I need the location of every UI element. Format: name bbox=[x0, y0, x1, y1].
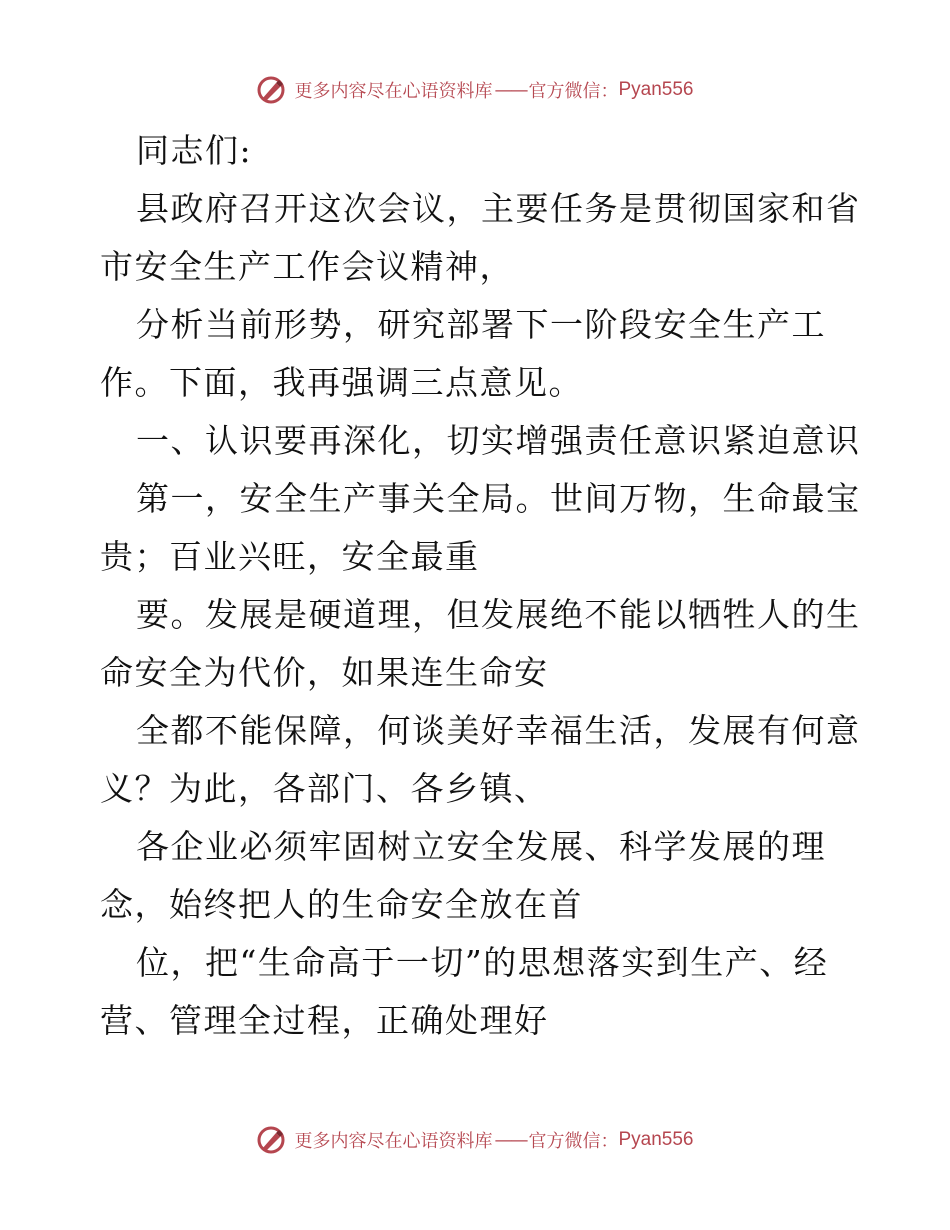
pen-logo-icon bbox=[256, 1125, 286, 1155]
text-line: 县政府召开这次会议，主要任务是贯彻国家和省 bbox=[136, 189, 861, 228]
text-line: 全都不能保障，何谈美好幸福生活，发展有何意 bbox=[136, 711, 861, 750]
pen-logo-icon bbox=[256, 75, 286, 105]
text-line: 命安全为代价，如果连生命安 bbox=[100, 653, 549, 692]
banner-separator: —— bbox=[494, 1129, 527, 1151]
text-line: 义？为此，各部门、各乡镇、 bbox=[100, 769, 549, 808]
banner-wechat-label: 官方微信： bbox=[528, 81, 619, 102]
footer-banner bbox=[0, 1120, 950, 1160]
banner-wechat-label: 官方微信： bbox=[528, 1131, 619, 1152]
text-line: 同志们: bbox=[136, 131, 253, 170]
text-line: 位，把“生命高于一切”的思想落实到生产、经 bbox=[136, 943, 829, 982]
header-banner bbox=[0, 70, 950, 110]
text-line: 作。下面，我再强调三点意见。 bbox=[100, 363, 583, 402]
banner-main-text: 更多内容尽在心语资料库 bbox=[294, 1131, 493, 1152]
text-line: 市安全生产工作会议精神， bbox=[100, 247, 514, 286]
banner-wechat-id: Pyan556 bbox=[618, 1129, 694, 1150]
text-line: 营、管理全过程，正确处理好 bbox=[100, 1001, 549, 1040]
text-line: 第一，安全生产事关全局。世间万物，生命最宝 bbox=[136, 479, 861, 518]
text-line: 分析当前形势，研究部署下一阶段安全生产工 bbox=[136, 305, 826, 344]
document-body bbox=[100, 122, 860, 1050]
banner-main-text: 更多内容尽在心语资料库 bbox=[294, 81, 493, 102]
text-line: 贵；百业兴旺，安全最重 bbox=[100, 537, 480, 576]
banner-separator: —— bbox=[494, 79, 527, 101]
text-line: 要。发展是硬道理，但发展绝不能以牺牲人的生 bbox=[136, 595, 861, 634]
section-heading: 一、认识要再深化，切实增强责任意识紧迫意识 bbox=[136, 421, 861, 460]
banner-wechat-id: Pyan556 bbox=[618, 79, 694, 100]
text-line: 念，始终把人的生命安全放在首 bbox=[100, 885, 583, 924]
text-line: 各企业必须牢固树立安全发展、科学发展的理 bbox=[136, 827, 826, 866]
